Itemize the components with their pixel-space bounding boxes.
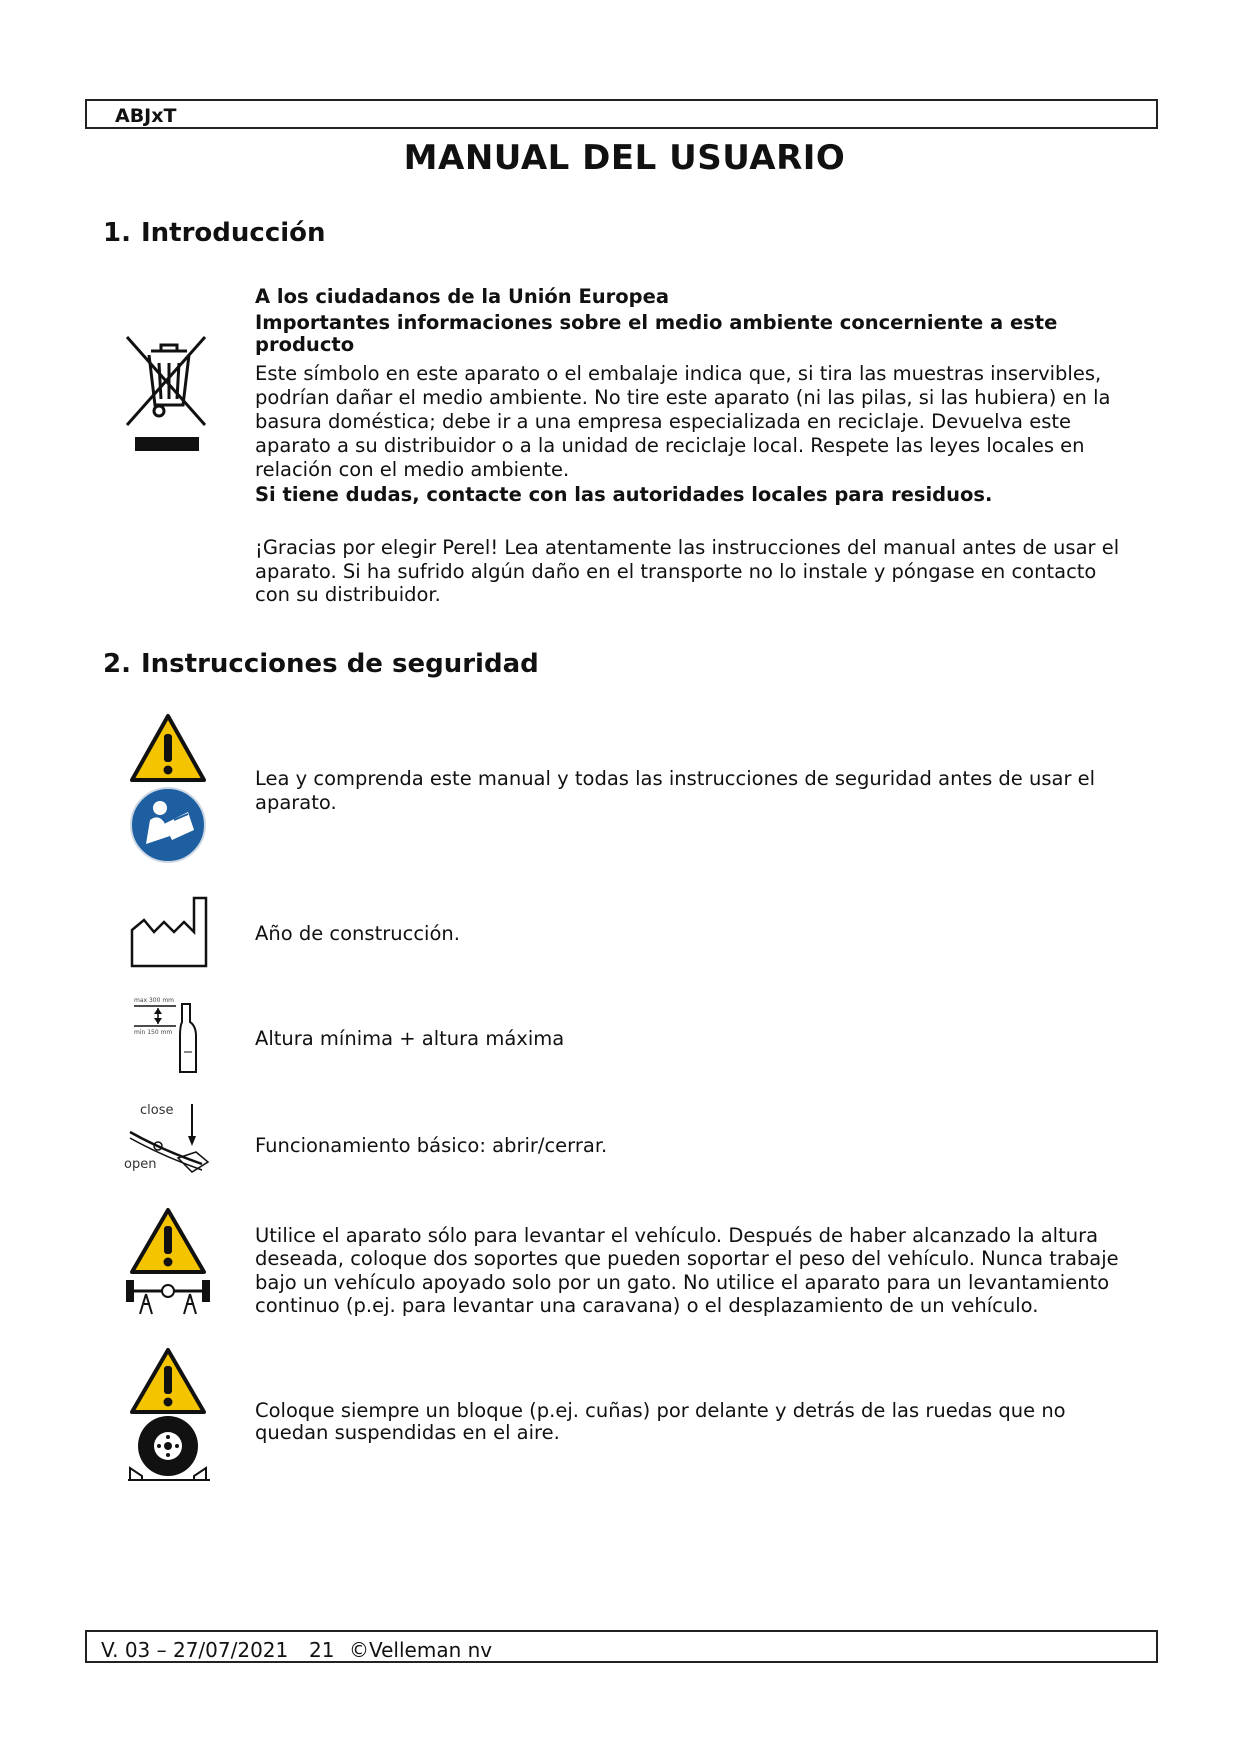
footer-copyright: ©Velleman nv	[349, 1638, 493, 1662]
footer-version: V. 03 – 27/07/2021	[101, 1638, 289, 1662]
svg-text:max 300 mm: max 300 mm	[134, 997, 175, 1004]
safety-item-6-text: Coloque siempre un bloque (p.ej. cuñas) por delante y detrás de las ruedas que no quedan suspendidas en el aire.	[255, 1399, 1066, 1444]
close-label: close	[140, 1103, 174, 1118]
thanks-paragraph: ¡Gracias por elegir Perel! Lea atentamente las instrucciones del manual antes de usar el aparato. Si ha sufrido algún daño en el transporte no lo instale y póngase en contacto con su distribuidor.	[255, 536, 1120, 606]
manufacture-year-icon	[130, 894, 210, 968]
safety-item-2-text: Año de construcción.	[255, 922, 460, 945]
section-2-heading: 2. Instrucciones de seguridad	[103, 649, 539, 679]
open-close-valve-icon	[122, 1100, 214, 1180]
weee-crossed-bin-icon	[125, 333, 207, 455]
safety-item-3-text: Altura mínima + altura máxima	[255, 1027, 565, 1050]
warning-vehicle-lift-icon	[124, 1206, 212, 1316]
jack-height-icon	[130, 996, 210, 1076]
footer-box	[85, 1630, 1158, 1663]
header-box	[85, 99, 1158, 129]
environment-doubt: Si tiene dudas, contacte con las autoridades locales para residuos.	[255, 483, 993, 506]
page-title: MANUAL DEL USUARIO	[403, 138, 846, 178]
warning-read-manual-icon	[128, 712, 208, 864]
eu-citizens-heading: A los ciudadanos de la Unión Europea	[255, 285, 670, 308]
safety-item-5-text: Utilice el aparato sólo para levantar el vehículo. Después de haber alcanzado la altura deseada, coloque dos soportes que pueden soportar el peso del vehículo. Nunca trabaje bajo un vehículo apoyado solo por un gato. No utilice el aparato para un levantamiento continuo (p.ej. para levantar una caravana) o el desplazamiento de un vehículo.	[255, 1224, 1119, 1317]
safety-item-1-text: Lea y comprenda este manual y todas las instrucciones de seguridad antes de usar el aparato.	[255, 767, 1096, 814]
footer-page-number: 21	[309, 1638, 335, 1662]
warning-wheel-chocks-icon	[128, 1346, 210, 1482]
svg-text:min 150 mm: min 150 mm	[134, 1029, 173, 1036]
section-1-heading: 1. Introducción	[103, 218, 326, 248]
environment-body: Este símbolo en este aparato o el embalaje indica que, si tira las muestras inservibles, podrían dañar el medio ambiente. No tire este aparato (ni las pilas, si las hubiera) en la basura doméstica; debe ir a una empresa especializada en reciclaje. Devuelva este aparato a su distribuidor o a la unidad de reciclaje local. Respete las leyes locales en relación con el medio ambiente.	[255, 362, 1111, 481]
open-label: open	[124, 1157, 157, 1172]
environment-heading: Importantes informaciones sobre el medio ambiente concerniente a este producto	[255, 311, 1058, 356]
product-code: ABJxT	[115, 105, 177, 127]
safety-item-4-text: Funcionamiento básico: abrir/cerrar.	[255, 1134, 608, 1157]
